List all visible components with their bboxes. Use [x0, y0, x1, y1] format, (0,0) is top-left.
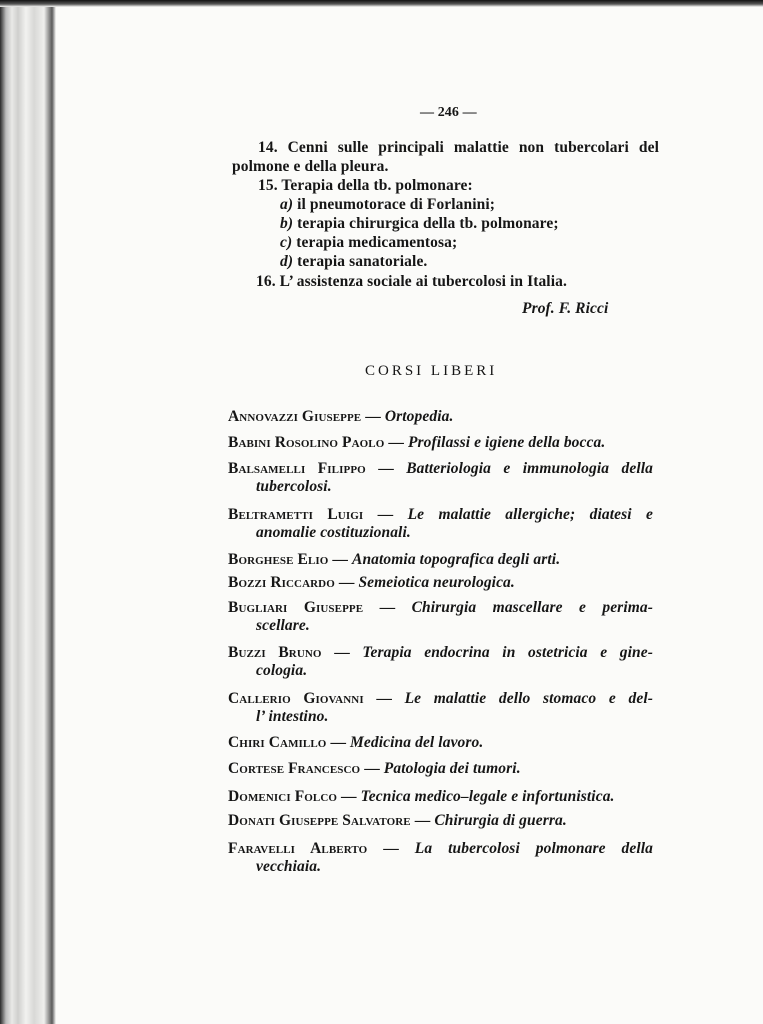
dash: — — [377, 506, 394, 523]
dash: — — [388, 434, 404, 451]
subitem-mark: d) — [280, 253, 294, 270]
course-entry-line — [228, 434, 605, 452]
dash: — — [383, 840, 399, 857]
subitem-text: terapia sanatoriale. — [297, 253, 428, 270]
course-subject: Batteriologia e immunologia della — [406, 460, 653, 477]
course-entry-line — [228, 408, 453, 426]
course-entry-line — [228, 551, 560, 569]
instructor-name: Faravelli Alberto — [228, 840, 368, 857]
syllabus-item-14: 14. Cenni sulle principali malattie non tubercolari del — [258, 139, 659, 156]
course-entry-line — [228, 734, 483, 752]
course-subject: Le malattie dello stomaco e del- — [404, 690, 653, 707]
course-subject: Tecnica medico–legale e infortunistica. — [360, 788, 615, 805]
course-entry-line — [228, 506, 653, 524]
subitem-mark: c) — [280, 234, 293, 251]
instructor-name: Chiri Camillo — [228, 734, 327, 751]
course-subject-cont: anomalie costituzionali. — [256, 524, 411, 541]
course-subject: Semeiotica neurologica. — [358, 574, 515, 591]
dash: — — [365, 408, 381, 425]
course-subject: Profilassi e igiene della bocca. — [407, 434, 606, 451]
subitem-text: terapia chirurgica della tb. polmonare; — [297, 215, 559, 232]
instructor-name: Babini Rosolino Paolo — [228, 434, 385, 451]
course-subject-cont: l’ intestino. — [256, 708, 329, 725]
instructor-name: Balsamelli Filippo — [228, 460, 366, 477]
instructor-name: Beltrametti Luigi — [228, 506, 364, 523]
instructor-name: Bozzi Riccardo — [228, 574, 335, 591]
course-subject-cont: tubercolosi. — [256, 478, 332, 495]
course-entry-line — [228, 690, 653, 708]
course-entry-line — [228, 460, 653, 478]
syllabus-subitem — [280, 253, 427, 271]
instructor-name: Cortese Francesco — [228, 760, 361, 777]
course-subject-cont: cologia. — [256, 662, 308, 679]
section-title: CORSI LIBERI — [365, 363, 498, 379]
syllabus-subitem — [280, 196, 495, 214]
dash: — — [379, 599, 396, 616]
syllabus-subitem — [280, 234, 457, 252]
course-entry-line — [228, 760, 521, 778]
course-subject: Terapia endocrina in ostetricia e gine- — [362, 644, 653, 661]
instructor-name: Domenici Folco — [228, 788, 338, 805]
course-subject: La tubercolosi polmonare della — [414, 840, 654, 857]
instructor-name: Callerio Giovanni — [228, 690, 364, 707]
course-entry-line — [228, 574, 515, 592]
syllabus-item-14-cont: polmone e della pleura. — [232, 158, 389, 175]
instructor-name: Buzzi Bruno — [228, 644, 322, 661]
course-subject-cont: vecchiaia. — [256, 858, 322, 875]
page-number: — 246 — — [420, 105, 477, 120]
course-subject: Chirurgia di guerra. — [434, 812, 567, 829]
course-subject: Ortopedia. — [384, 408, 454, 425]
instructor-name: Bugliari Giuseppe — [228, 599, 364, 616]
dash: — — [332, 551, 349, 568]
instructor-name: Donati Giuseppe Salvatore — [228, 812, 411, 829]
course-entry-line — [228, 812, 567, 830]
dash: — — [376, 690, 392, 707]
instructor-name: Borghese Elio — [228, 551, 329, 568]
course-subject: Chirurgia mascellare e perima- — [411, 599, 653, 616]
subitem-mark: a) — [280, 196, 294, 213]
subitem-text: terapia medicamentosa; — [296, 234, 458, 251]
dash: — — [338, 574, 355, 591]
dash: — — [378, 460, 394, 477]
syllabus-subitem — [280, 215, 559, 233]
dash: — — [414, 812, 431, 829]
syllabus-item-16: 16. L’ assistenza sociale ai tubercolosi in Italia. — [256, 273, 567, 290]
course-subject: Medicina del lavoro. — [350, 734, 484, 751]
syllabus-item-15: 15. Terapia della tb. polmonare: — [258, 177, 473, 194]
dash: — — [334, 644, 350, 661]
page-top-edge — [0, 0, 763, 7]
book-binding-edge — [0, 0, 56, 1024]
instructor-name: Annovazzi Giuseppe — [228, 408, 362, 425]
dash: — — [364, 760, 380, 777]
course-entry-line — [228, 644, 653, 662]
dash: — — [341, 788, 357, 805]
subitem-mark: b) — [280, 215, 294, 232]
subitem-text: il pneumotorace di Forlanini; — [297, 196, 496, 213]
course-subject: Patologia dei tumori. — [383, 760, 521, 777]
course-subject: Le malattie allergiche; diatesi e — [407, 506, 653, 523]
course-entry-line — [228, 840, 653, 858]
signature: Prof. F. Ricci — [522, 300, 609, 317]
course-subject-cont: scellare. — [256, 617, 310, 634]
dash: — — [330, 734, 347, 751]
course-subject: Anatomia topografica degli arti. — [352, 551, 561, 568]
course-entry-line — [228, 788, 615, 806]
course-entry-line — [228, 599, 653, 617]
